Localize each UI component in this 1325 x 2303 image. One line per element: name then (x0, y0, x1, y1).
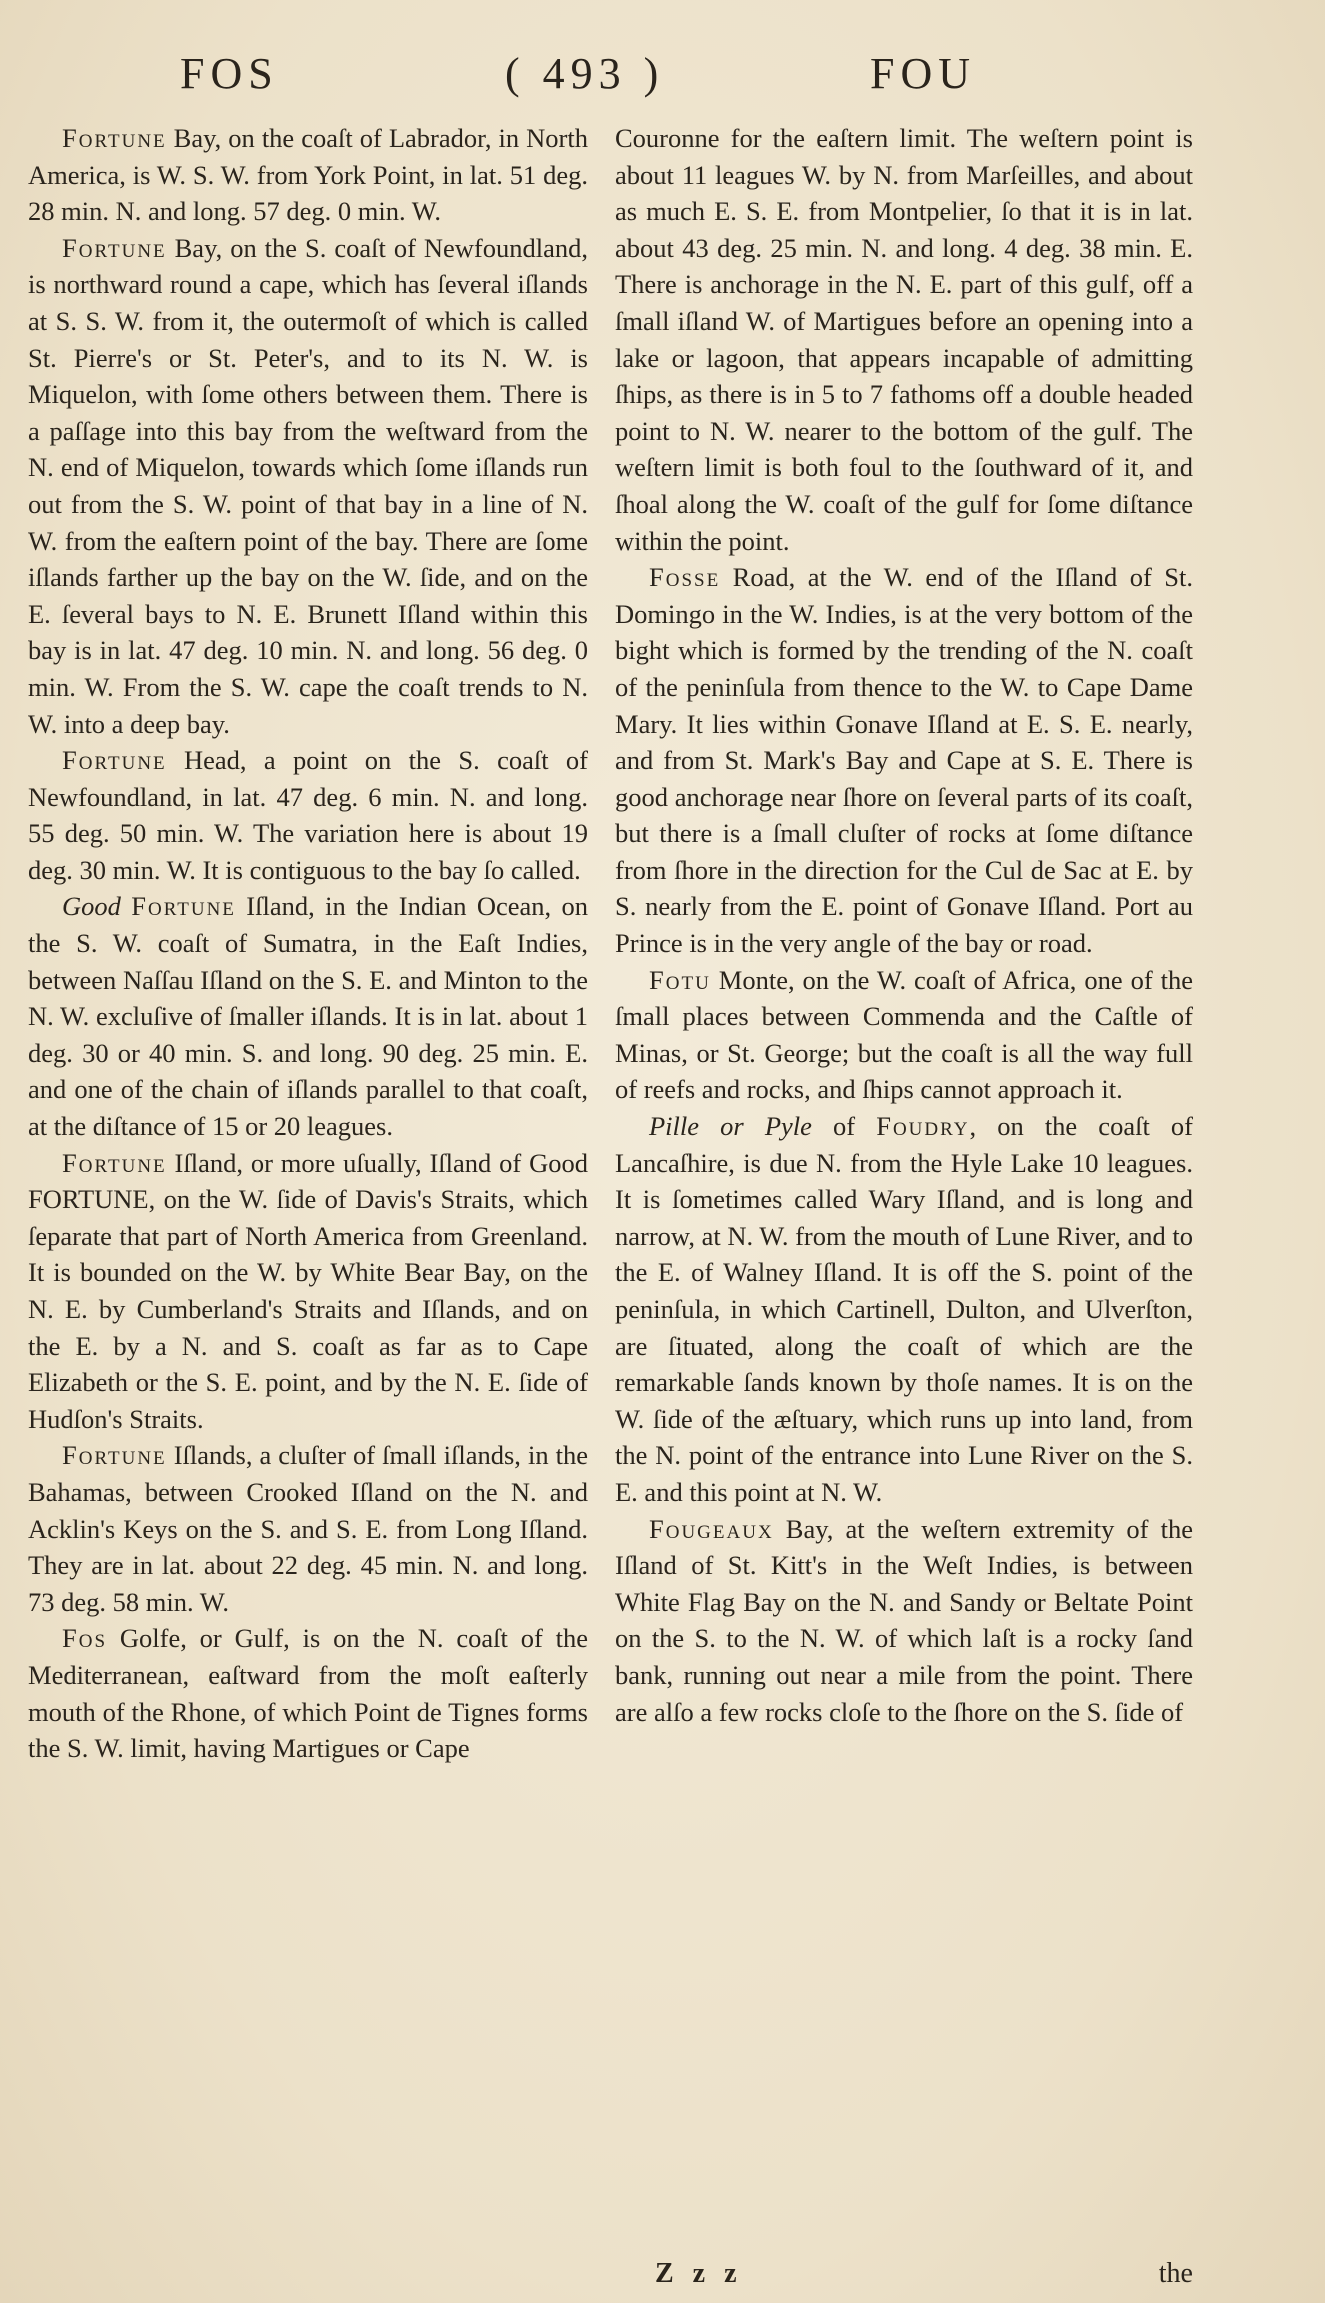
signature-mark: Z z z (655, 2258, 743, 2289)
right-column (615, 120, 1193, 1730)
catchword: the (1158, 2258, 1193, 2289)
entry: Fortune Head, a point on the S. coaſt of Newfoundland, in lat. 47 deg. 6 min. N. and long. 55 deg. 50 min. W. The variation here is about 19 deg. 30 min. W. It is contiguous to the bay ſo called. (28, 745, 588, 885)
header-left-word: FOS (180, 49, 279, 98)
entry: Good Fortune Iſland, in the Indian Ocean, on the S. W. coaſt of Sumatra, in the Eaſt Indies, between Naſſau Iſland on the S. E. and Minton to the N. W. excluſive of ſmaller iſlands. It is in lat. about 1 deg. 30 or 40 min. S. and long. 90 deg. 25 min. E. and one of the chain of iſlands parallel to that coaſt, at the diſtance of 15 or 20 leagues. (28, 891, 589, 1142)
entry: Fougeaux Bay, at the weſtern extremity of the Iſland of St. Kitt's in the Weſt Indies, is between White Flag Bay on the N. and Sandy or Beltate Point on the S. to the N. W. of which laſt is a rocky ſand bank, running out near a mile from the point. There are alſo a few rocks cloſe to the ſhore on the S. ſide of (615, 1513, 1193, 1727)
entry: Pille or Pyle of Foudry, on the coaſt of Lancaſhire, is due N. from the Hyle Lake 10 leagues. It is ſometimes called Wary Iſland, and is long and narrow, at N. W. from the mouth of Lune River, and to the E. of Walney Iſland. It is off the S. point of the peninſula, in which Cartinell, Dulton, and Ulverſton, are ſituated, along the coaſt of which are the remarkable ſands known by thoſe names. It is on the W. ſide of the æſtuary, which runs up into land, from the N. point of the entrance into Lune River on the S. E. and this point at N. W. (615, 1111, 1193, 1507)
entry: Couronne for the eaſtern limit. The weſtern point is about 11 leagues W. by N. from Marſeilles, and about as much E. S. E. from Montpelier, ſo that it is in lat. about 43 deg. 25 min. N. and long. 4 deg. 38 min. E. There is anchorage in the N. E. part of this gulf, off a ſmall iſland W. of Martigues before an opening into a lake or lagoon, that appears incapable of admitting ſhips, as there is in 5 to 7 fathoms off a double headed point to N. W. nearer to the bottom of the gulf. The weſtern limit is both foul to the ſouthward of it, and ſhoal along the W. coaſt of the gulf for ſome diſtance within the point. (615, 123, 1193, 556)
header-right-word: FOU (870, 49, 977, 98)
entry: Fotu Monte, on the W. coaſt of Africa, one of the ſmall places between Commenda and the Caſtle of Minas, or St. George; but the coaſt is all the way full of reefs and rocks, and ſhips cannot approach it. (615, 964, 1193, 1105)
entry: Fos Golfe, or Gulf, is on the N. coaſt of the Mediterranean, eaſtward from the moſt eaſterly mouth of the Rhone, of which Point de Tignes forms the S. W. limit, having Martigues or Cape (28, 1623, 588, 1764)
page-number: ( 493 ) (505, 49, 665, 98)
entry: Fortune Iſland, or more uſually, Iſland of Good FORTUNE, on the W. ſide of Davis's Straits, which ſeparate that part of North America from Greenland. It is bounded on the W. by White Bear Bay, on the N. E. by Cumberland's Straits and Iſlands, and on the E. by a N. and S. coaſt as far as to Cape Elizabeth or the S. E. point, and by the N. E. ſide of Hudſon's Straits. (28, 1147, 588, 1434)
running-header (180, 48, 1020, 108)
entry: Fortune Bay, on the S. coaſt of Newfoundland, is northward round a cape, which has ſeveral iſlands at S. S. W. from it, the outermoſt of which is called St. Pierre's or St. Peter's, and to its N. W. is Miquelon, with ſome others between them. There is a paſſage into this bay from the weſtward from the N. end of Miquelon, towards which ſome iſlands run out from the S. W. point of that bay in a line of N. W. from the eaſtern point of the bay. There are ſome iſlands farther up the bay on the W. ſide, and on the E. ſeveral bays to N. E. Brunett Iſland within this bay is in lat. 47 deg. 10 min. N. and long. 56 deg. 0 min. W. From the S. W. cape the coaſt trends to N. W. into a deep bay. (28, 232, 588, 739)
entry: Fortune Iſlands, a cluſter of ſmall iſlands, in the Bahamas, between Crooked Iſland on the N. and Acklin's Keys on the S. and S. E. from Long Iſland. They are in lat. about 22 deg. 45 min. N. and long. 73 deg. 58 min. W. (28, 1440, 588, 1617)
entry: Fosse Road, at the W. end of the Iſland of St. Domingo in the W. Indies, is at the very bottom of the bight which is formed by the trending of the N. coaſt of the peninſula from thence to the W. to Cape Dame Mary. It lies within Gonave Iſland at E. S. E. nearly, and from St. Mark's Bay and Cape at S. E. There is good anchorage near ſhore on ſeveral parts of its coaſt, but there is a ſmall cluſter of rocks at ſome diſtance from ſhore in the direction for the Cul de Sac at E. by S. nearly from the E. point of Gonave Iſland. Port au Prince is in the very angle of the bay or road. (615, 562, 1193, 959)
entry: Fortune Bay, on the coaſt of Labrador, in North America, is W. S. W. from York Point, in lat. 51 deg. 28 min. N. and long. 57 deg. 0 min. W. (28, 123, 588, 227)
left-column (28, 120, 588, 1767)
